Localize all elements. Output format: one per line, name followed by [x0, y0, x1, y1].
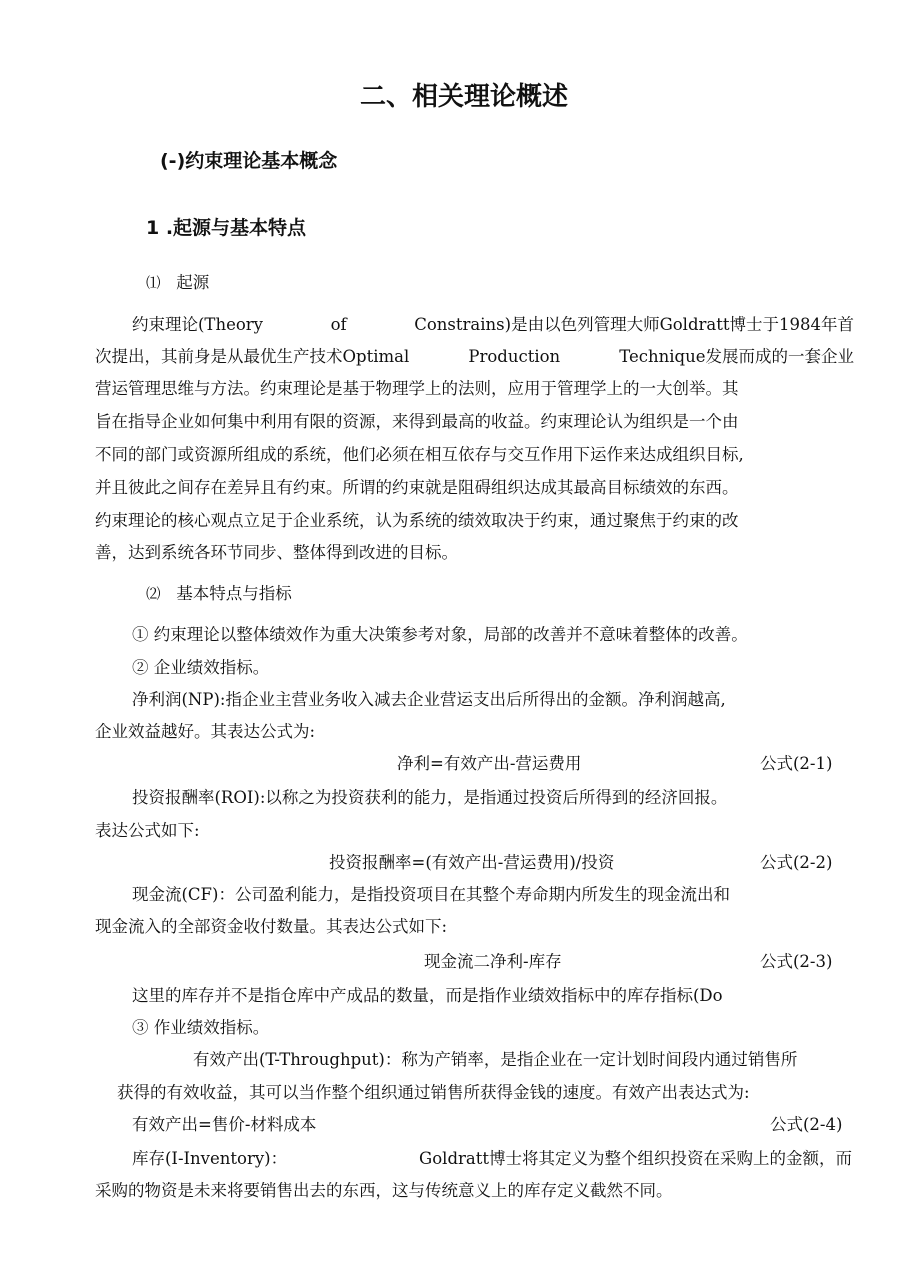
circled-item: ① 约束理论以整体绩效作为重大决策参考对象，局部的改善并不意味着整体的改善。 [132, 625, 748, 644]
text-run: 约束理论(Theory [132, 315, 263, 334]
paragraph-line: 表达公式如下: [95, 821, 200, 840]
subsection-heading: 1 .起源与基本特点 [146, 217, 307, 239]
text-run: Constrains)是由以色列管理大师Goldratt博士于1984年首 [414, 315, 854, 334]
paragraph-line: 约束理论的核心观点立足于企业系统，认为系统的绩效取决于约束，通过聚焦于约束的改 [95, 511, 739, 530]
paragraph-line: 并且彼此之间存在差异且有约束。所谓的约束就是阻碍组织达成其最高目标绩效的东西。 [95, 478, 739, 497]
text-run: 库存(I-Inventory)： [132, 1149, 288, 1168]
paragraph-line [132, 1148, 852, 1170]
paragraph-line: 善，达到系统各环节同步、整体得到改进的目标。 [95, 543, 458, 562]
text-run: of [330, 315, 347, 334]
formula: 投资报酬率=(有效产出-营运费用)/投资 [329, 853, 615, 872]
section-heading: (-)约束理论基本概念 [160, 150, 338, 172]
paragraph-line: 不同的部门或资源所组成的系统，他们必须在相互依存与交互作用下运作来达成组织目标, [95, 445, 744, 464]
circled-item: ② 企业绩效指标。 [132, 658, 270, 677]
formula: 净利=有效产出-营运费用 [397, 754, 582, 773]
formula-label: 公式(2-1) [760, 754, 833, 773]
page-title: 二、相关理论概述 [360, 82, 569, 112]
item-label: 基本特点与指标 [176, 584, 292, 603]
circled-item: ③ 作业绩效指标。 [132, 1018, 270, 1037]
paragraph-line: 现金流(CF)：公司盈利能力，是指投资项目在其整个寿命期内所发生的现金流出和 [132, 885, 730, 904]
paragraph-line: 企业效益越好。其表达公式为: [95, 722, 316, 741]
paragraph-line: 采购的物资是未来将要销售出去的东西，这与传统意义上的库存定义截然不同。 [95, 1181, 673, 1200]
formula-label: 公式(2-2) [760, 853, 833, 872]
formula-label: 公式(2-4) [770, 1115, 843, 1134]
paragraph-line: 现金流入的全部资金收付数量。其表达公式如下: [95, 917, 448, 936]
item-number: ⑴ [146, 276, 161, 292]
formula-label: 公式(2-3) [760, 952, 833, 971]
paragraph-line: 净利润(NP):指企业主营业务收入减去企业营运支出后所得出的金额。净利润越高, [132, 690, 726, 709]
list-item [146, 583, 292, 606]
paragraph-line: 投资报酬率(ROI):以称之为投资获利的能力，是指通过投资后所得到的经济回报。 [132, 788, 728, 807]
text-run: 次提出，其前身是从最优生产技术Optimal [95, 347, 410, 366]
text-run: Production [468, 347, 561, 366]
text-run: Goldratt博士将其定义为整个组织投资在采购上的金额，而 [419, 1149, 852, 1168]
text-run: Technique发展而成的一套企业 [619, 347, 854, 366]
paragraph-line [95, 346, 854, 368]
paragraph-line: 获得的有效收益，其可以当作整个组织通过销售所获得金钱的速度。有效产出表达式为: [117, 1083, 750, 1102]
paragraph-line: 营运管理思维与方法。约束理论是基于物理学上的法则，应用于管理学上的一大创举。其 [95, 379, 739, 398]
item-number: ⑵ [146, 587, 161, 603]
paragraph-line: 有效产出(T-Throughput)：称为产销率，是指企业在一定计划时间段内通过销售所 [193, 1050, 798, 1069]
paragraph-line [132, 314, 854, 336]
formula: 有效产出=售价-材料成本 [132, 1115, 317, 1134]
paragraph-line: 旨在指导企业如何集中利用有限的资源，来得到最高的收益。约束理论认为组织是一个由 [95, 412, 739, 431]
list-item [146, 272, 209, 295]
paragraph-line: 这里的库存并不是指仓库中产成品的数量，而是指作业绩效指标中的库存指标(Do [132, 986, 723, 1005]
formula: 现金流二净利-库存 [424, 952, 562, 971]
item-label: 起源 [176, 273, 210, 292]
